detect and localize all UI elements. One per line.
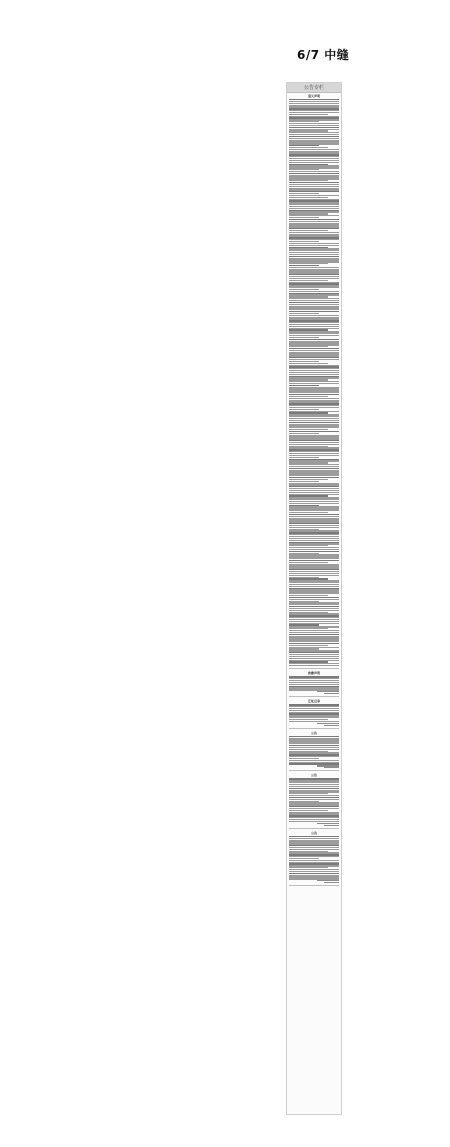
section-divider xyxy=(289,728,339,729)
fine-print-line xyxy=(289,665,339,666)
section-divider xyxy=(289,885,339,886)
date-line xyxy=(324,767,339,768)
section-heading-apology: 致歉声明 xyxy=(307,671,320,676)
section-divider xyxy=(289,770,339,771)
section-heading-notice-3: 公告 xyxy=(310,830,317,835)
page-header xyxy=(0,0,450,70)
notice-column xyxy=(286,82,342,1115)
section-body-loss-statement xyxy=(287,99,341,669)
date-line xyxy=(324,882,339,883)
section-body-notice-2 xyxy=(287,778,341,828)
section-divider xyxy=(289,696,339,697)
date-line xyxy=(324,725,339,726)
section-body-notice-1 xyxy=(287,736,341,772)
section-heading-relocation: 迁址启事 xyxy=(307,699,320,704)
section-heading-notice-2: 公告 xyxy=(310,773,317,778)
section-body-notice-3 xyxy=(287,836,341,886)
section-body-relocation xyxy=(287,704,341,729)
date-line xyxy=(324,825,339,826)
page-title: 6/7 中缝 xyxy=(297,48,350,62)
column-banner xyxy=(287,83,341,93)
section-heading-loss-statement: 遗失声明 xyxy=(307,94,320,98)
section-body-apology xyxy=(287,676,341,697)
date-line xyxy=(324,693,339,694)
column-banner-label: 公告专栏 xyxy=(303,84,324,91)
section-heading-notice-1: 公告 xyxy=(310,730,317,735)
section-divider xyxy=(289,828,339,829)
section-divider xyxy=(289,668,339,669)
